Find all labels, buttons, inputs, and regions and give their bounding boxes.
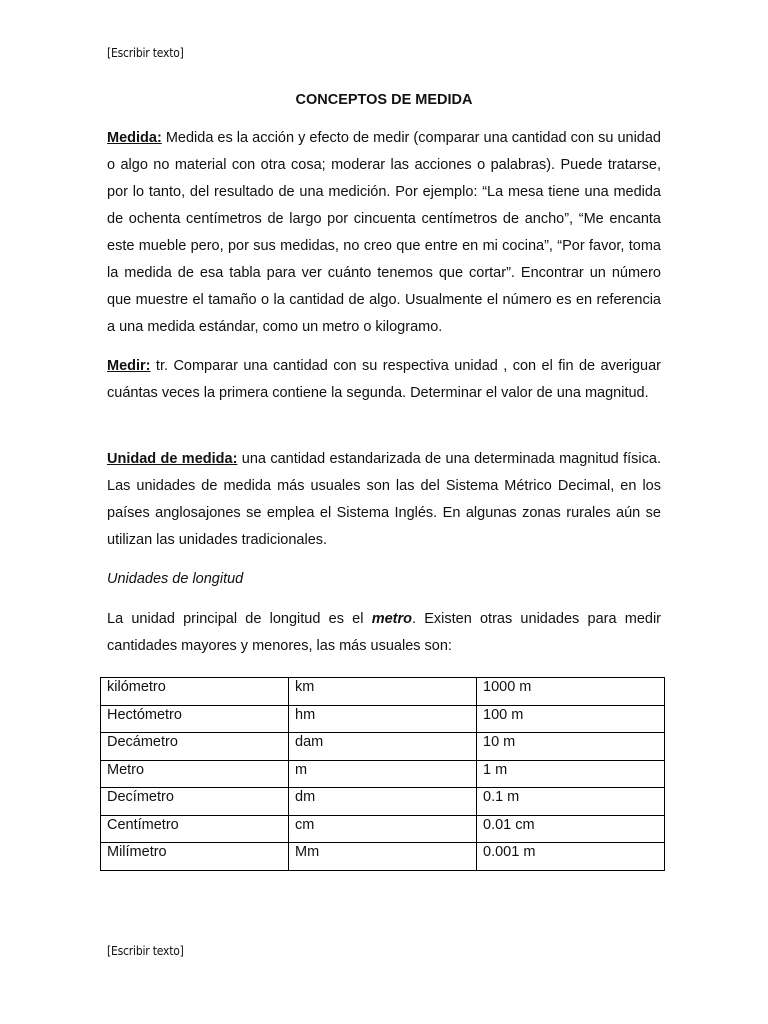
unit-symbol-cell: hm xyxy=(289,705,477,733)
term-medir: Medir: xyxy=(107,358,151,374)
unit-name-cell: Decámetro xyxy=(101,733,289,761)
unit-name-cell: Centímetro xyxy=(101,815,289,843)
unit-symbol-cell: km xyxy=(289,678,477,706)
unit-name-cell: Milímetro xyxy=(101,843,289,871)
page-header: [Escribir texto] xyxy=(107,46,184,60)
unit-value-cell: 1 m xyxy=(477,760,665,788)
unit-name-cell: Metro xyxy=(101,760,289,788)
unit-name-cell: kilómetro xyxy=(101,678,289,706)
term-medida: Medida: xyxy=(107,130,162,146)
unit-name-cell: Decímetro xyxy=(101,788,289,816)
intro-text-after: . Existen otras unidades para medir cantidades mayores y menores, las más usuales son: xyxy=(107,611,661,654)
intro-text-before: La unidad principal de longitud es el xyxy=(107,611,372,627)
unit-value-cell: 1000 m xyxy=(477,678,665,706)
unit-symbol-cell: dm xyxy=(289,788,477,816)
table-row xyxy=(101,788,665,816)
definition-text-medida: Medida es la acción y efecto de medir (comparar una cantidad con su unidad o algo no material con otra cosa; moderar las acciones o palabras). Puede tratarse, por lo tanto, del resultado de una medición. Por ejemplo: “La mesa tiene una medida de ochenta centímetros de largo por cincuenta centímetros de ancho”, “Me encanta este mueble pero, por sus medidas, no creo que entre en mi cocina”, “Por favor, toma la medida de esa tabla para ver cuánto tenemos que cortar”. Encontrar un número que muestre el tamaño o la cantidad de algo. Usualmente el número es en referencia a una medida estándar, como un metro o kilogramo. xyxy=(107,130,661,335)
definition-text-medir: tr. Comparar una cantidad con su respectiva unidad , con el fin de averiguar cuántas veces la primera contiene la segunda. Determinar el valor de una magnitud. xyxy=(107,358,661,401)
document-title: CONCEPTOS DE MEDIDA xyxy=(295,92,473,108)
unit-symbol-cell: cm xyxy=(289,815,477,843)
definition-medida xyxy=(107,125,661,341)
unit-value-cell: 0.001 m xyxy=(477,843,665,871)
table-row xyxy=(101,815,665,843)
page-footer: [Escribir texto] xyxy=(107,944,184,958)
table-row xyxy=(101,678,665,706)
unit-value-cell: 10 m xyxy=(477,733,665,761)
term-unidad-de-medida: Unidad de medida: xyxy=(107,451,238,467)
table-row xyxy=(101,705,665,733)
unit-symbol-cell: m xyxy=(289,760,477,788)
definition-unidad-de-medida xyxy=(107,446,661,554)
table-row xyxy=(101,760,665,788)
definition-text-unidad-de-medida: una cantidad estandarizada de una determinada magnitud física. Las unidades de medida más usuales son las del Sistema Métrico Decimal, en los países anglosajones se emplea el Sistema Inglés. En algunas zonas rurales aún se utilizan las unidades tradicionales. xyxy=(107,451,661,548)
unit-value-cell: 0.01 cm xyxy=(477,815,665,843)
unit-value-cell: 100 m xyxy=(477,705,665,733)
table-row xyxy=(101,733,665,761)
unit-symbol-cell: Mm xyxy=(289,843,477,871)
intro-emphasis: metro xyxy=(371,611,412,627)
unit-value-cell: 0.1 m xyxy=(477,788,665,816)
length-units-table xyxy=(100,677,665,871)
definition-medir xyxy=(107,353,661,407)
table-row xyxy=(101,843,665,871)
intro-paragraph xyxy=(107,606,661,660)
section-subheading: Unidades de longitud xyxy=(107,571,244,587)
unit-symbol-cell: dam xyxy=(289,733,477,761)
unit-name-cell: Hectómetro xyxy=(101,705,289,733)
